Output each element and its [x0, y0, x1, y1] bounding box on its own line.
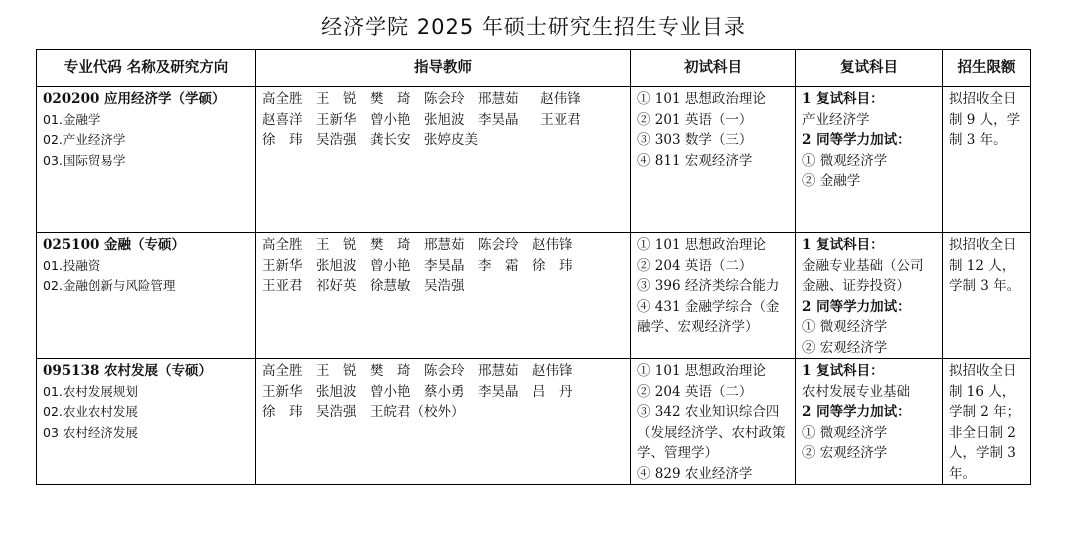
table-row — [37, 233, 1031, 359]
retest-cell — [796, 359, 943, 485]
program-catalog-table — [36, 49, 1031, 485]
exam-item: ③ 303 数学（三） — [637, 132, 753, 148]
exam-item: ③ 342 农业知识综合四（发展经济学、农村政策学、管理学） — [637, 404, 786, 461]
exam-cell — [631, 359, 796, 485]
program-name: 020200 应用经济学（学硕） — [43, 91, 226, 107]
exam-item: ③ 396 经济类综合能力 — [637, 278, 780, 294]
equiv-item: ② 宏观经济学 — [802, 339, 888, 356]
retest-cell — [796, 87, 943, 233]
page-title: 经济学院 2025 年硕士研究生招生专业目录 — [321, 15, 746, 39]
retest-subject: 金融专业基础（公司金融、证券投资） — [802, 257, 924, 294]
table-row — [37, 359, 1031, 485]
equiv-item: ① 微观经济学 — [802, 152, 888, 169]
exam-cell — [631, 87, 796, 233]
header-teachers: 指导教师 — [256, 50, 631, 87]
quota-cell — [943, 233, 1031, 359]
direction-item: 01.农村发展规划 — [43, 383, 138, 399]
teachers-cell — [256, 87, 631, 233]
header-program: 专业代码 名称及研究方向 — [37, 50, 256, 87]
exam-item: ② 204 英语（二） — [637, 257, 753, 274]
retest-cell — [796, 233, 943, 359]
direction-item: 02.产业经济学 — [43, 132, 126, 147]
equiv-item: ② 金融学 — [802, 173, 861, 189]
quota-cell — [943, 87, 1031, 233]
equiv-item: ② 宏观经济学 — [802, 445, 888, 461]
table-row — [37, 87, 1031, 233]
teacher-line: 赵喜洋 王新华 曾小艳 张旭波 李昊晶 王亚君 — [262, 111, 581, 128]
direction-item: 01.投融资 — [43, 257, 101, 273]
direction-item: 01.金融学 — [43, 111, 101, 127]
equiv-label: 2 同等学力加试： — [802, 132, 911, 148]
quota-text: 拟招收全日制 12 人，学制 3 年。 — [949, 237, 1021, 294]
teacher-line: 高全胜 王 锐 樊 琦 陈会玲 邢慧茹 赵伟锋 — [262, 363, 573, 379]
equiv-item: ① 微观经济学 — [802, 319, 888, 335]
program-cell — [37, 359, 256, 485]
retest-label: 1 复试科目： — [802, 237, 884, 253]
header-quota: 招生限额 — [943, 50, 1031, 87]
teacher-line: 徐 玮 吴浩强 龚长安 张婷皮美 — [262, 132, 478, 148]
quota-text: 拟招收全日制 9 人，学制 3 年。 — [949, 91, 1021, 148]
direction-item: 02.农业农村发展 — [43, 404, 138, 419]
program-cell — [37, 233, 256, 359]
exam-item: ④ 811 宏观经济学 — [637, 152, 753, 169]
teachers-cell — [256, 233, 631, 359]
teacher-line: 王新华 张旭波 曾小艳 李昊晶 李 霜 徐 玮 — [262, 257, 573, 274]
exam-item: ② 204 英语（二） — [637, 383, 753, 400]
retest-label: 1 复试科目： — [802, 363, 884, 379]
retest-label: 1 复试科目： — [802, 91, 884, 107]
exam-item: ① 101 思想政治理论 — [637, 237, 766, 253]
teacher-line: 王亚君 祁好英 徐慧敏 吴浩强 — [262, 278, 465, 294]
exam-cell — [631, 233, 796, 359]
teacher-line: 王新华 张旭波 曾小艳 蔡小勇 李昊晶 吕 丹 — [262, 383, 573, 400]
equiv-label: 2 同等学力加试： — [802, 298, 911, 315]
table-header-row — [37, 50, 1031, 87]
exam-item: ① 101 思想政治理论 — [637, 363, 766, 379]
exam-item: ④ 431 金融学综合（金融学、宏观经济学） — [637, 298, 780, 335]
quota-text: 拟招收全日制 16 人，学制 2 年；非全日制 2 人，学制 3 年。 — [949, 363, 1021, 482]
program-name: 095138 农村发展（专硕） — [43, 363, 213, 379]
retest-subject: 产业经济学 — [802, 111, 870, 128]
teachers-cell — [256, 359, 631, 485]
header-retest: 复试科目 — [796, 50, 943, 87]
quota-cell — [943, 359, 1031, 485]
exam-item: ① 101 思想政治理论 — [637, 91, 766, 107]
teacher-line: 高全胜 王 锐 樊 琦 邢慧茹 陈会玲 赵伟锋 — [262, 237, 573, 253]
equiv-item: ① 微观经济学 — [802, 424, 888, 441]
program-name: 025100 金融（专硕） — [43, 237, 186, 253]
exam-item: ② 201 英语（一） — [637, 111, 753, 128]
program-cell — [37, 87, 256, 233]
exam-item: ④ 829 农业经济学 — [637, 465, 753, 482]
teacher-line: 高全胜 王 锐 樊 琦 陈会玲 邢慧茹 赵伟锋 — [262, 91, 581, 107]
equiv-label: 2 同等学力加试： — [802, 404, 911, 420]
direction-item: 03 农村经济发展 — [43, 424, 138, 440]
retest-subject: 农村发展专业基础 — [802, 383, 910, 400]
header-exam: 初试科目 — [631, 50, 796, 87]
direction-item: 02.金融创新与风险管理 — [43, 278, 176, 293]
teacher-line: 徐 玮 吴浩强 王皖君（校外） — [262, 404, 465, 420]
direction-item: 03.国际贸易学 — [43, 152, 126, 168]
